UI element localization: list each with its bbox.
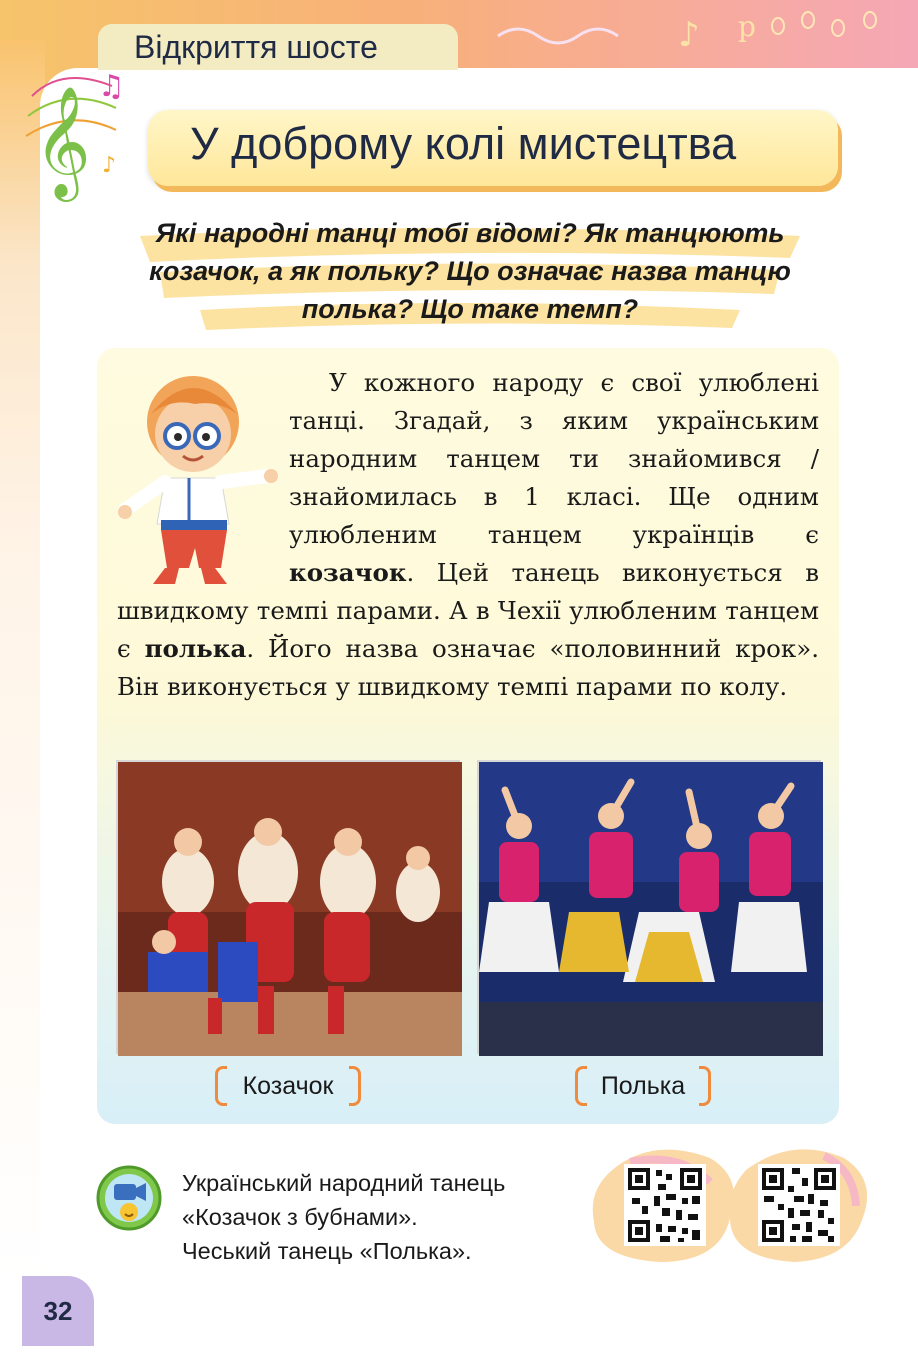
reading-panel (97, 348, 839, 1124)
illustration-spacer (117, 364, 287, 592)
discussion-questions: Які народні танці тобі відомі? Як танцюють козачок, а як польку? Що означає назва танцю полька? Що таке темп? (149, 218, 791, 324)
paragraph-text-1: У кожного народу є свої улюблені танці. Згадай, з яким українським народним танцем ти знайомився / знайомилась в 1 класі. Ще одним улюбленим танцем українців є (289, 368, 819, 549)
term-polka: полька (144, 634, 247, 663)
caption-bracket-right (349, 1066, 361, 1106)
kozachok-dancers-image (118, 762, 462, 1056)
polka-dancers-image (479, 762, 823, 1056)
lesson-title-bar (148, 110, 838, 186)
svg-text:p: p (738, 10, 756, 43)
caption-bracket-left (575, 1066, 587, 1106)
svg-text:♫: ♫ (98, 69, 125, 104)
treble-clef-icon (22, 56, 125, 197)
caption-bracket-left (215, 1066, 227, 1106)
page-number: 32 (22, 1276, 94, 1346)
term-kozachok: козачок (289, 558, 407, 587)
music-notes-decor (478, 6, 898, 66)
photo-kozachok (116, 760, 460, 1054)
media-line-3: Чеський танець «Полька». (182, 1238, 472, 1264)
chapter-tab (98, 24, 458, 70)
qr-code-kozachok[interactable] (608, 1148, 726, 1266)
caption-polka (575, 1066, 711, 1106)
paragraph-text-2: . Цей танець виконується в швидкому темпі парами. А в Чехії улюбленим танцем є (117, 558, 819, 663)
svg-text:♪: ♪ (678, 15, 700, 55)
media-description (182, 1166, 602, 1268)
media-line-2: «Козачок з бубнами». (182, 1204, 418, 1230)
svg-text:♪: ♪ (102, 153, 117, 178)
qr-code-icon[interactable] (624, 1164, 706, 1246)
chapter-label: Відкриття шосте (134, 29, 378, 65)
lesson-title: У доброму колі мистецтва (190, 118, 737, 169)
left-decor-strip (0, 40, 45, 1280)
media-line-1: Український народний танець (182, 1170, 506, 1196)
video-resource-icon[interactable] (96, 1162, 162, 1236)
caption-polka-text: Полька (600, 1072, 686, 1100)
paragraph-text-3: . Його назва означає «половинний крок». Він виконується у швидкому темпі парами по колу. (117, 634, 819, 701)
caption-bracket-right (699, 1066, 711, 1106)
caption-kozachok (215, 1066, 361, 1106)
svg-text:𝄞: 𝄞 (34, 85, 91, 197)
qr-code-icon[interactable] (758, 1164, 840, 1246)
qr-code-polka[interactable] (742, 1148, 860, 1266)
lesson-paragraph (117, 364, 819, 706)
photo-polka (477, 760, 821, 1054)
caption-kozachok-text: Козачок (242, 1072, 334, 1100)
